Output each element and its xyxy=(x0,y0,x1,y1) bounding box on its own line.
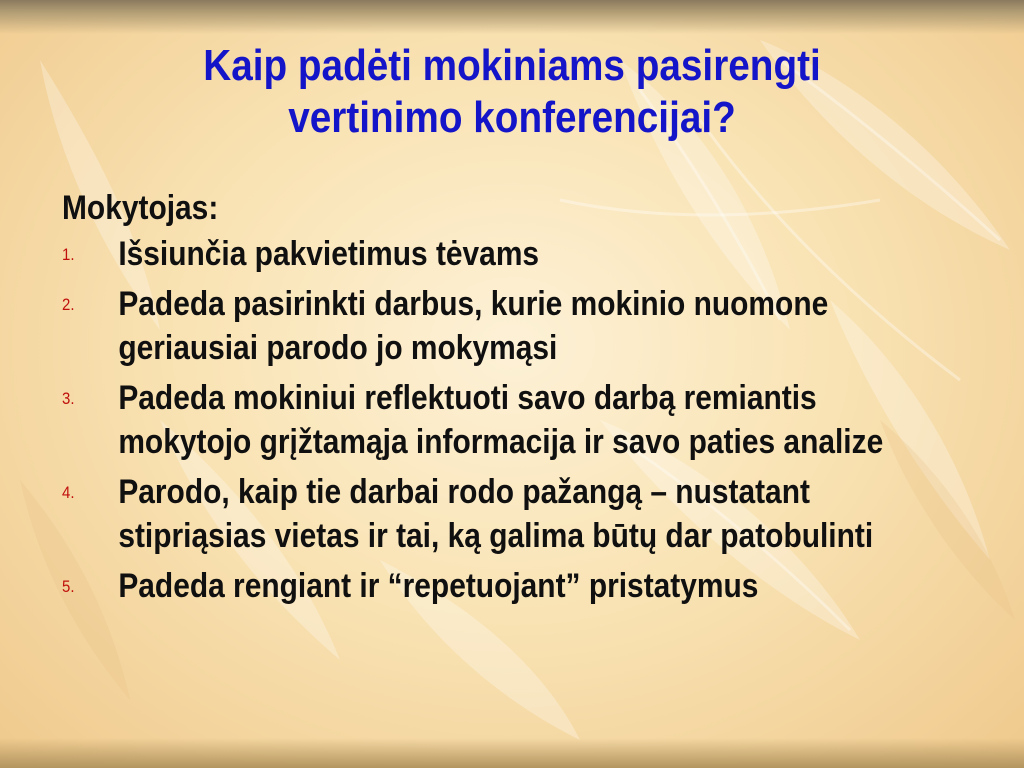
list-item xyxy=(62,470,889,558)
list-item-line: mokytojo grįžtamąja informacija ir savo paties analize xyxy=(118,423,884,461)
list-item-line: Parodo, kaip tie darbai rodo pažangą – nustatant xyxy=(118,473,810,511)
bottom-shadow-band xyxy=(0,738,1024,768)
list-item xyxy=(62,564,889,608)
list-item-line: Padeda rengiant ir “repetuojant” pristatymus xyxy=(118,567,759,605)
list-item xyxy=(62,376,889,464)
list-number: 1. xyxy=(62,245,75,264)
numbered-list xyxy=(62,232,889,608)
list-number: 5. xyxy=(62,577,75,596)
list-item xyxy=(62,232,889,276)
list-item-text xyxy=(118,282,889,370)
list-item-line: stipriąsias vietas ir tai, ką galima būtų dar patobulinti xyxy=(118,517,874,555)
list-item-line: Padeda pasirinkti darbus, kurie mokinio nuomone xyxy=(118,285,829,323)
list-item-text xyxy=(118,376,889,464)
list-item-line: geriausiai parodo jo mokymąsi xyxy=(118,329,558,367)
list-item-text xyxy=(118,564,889,608)
section-heading: Mokytojas: xyxy=(62,189,219,227)
list-item-line: Padeda mokiniui reflektuoti savo darbą remiantis xyxy=(118,379,817,417)
list-item-text xyxy=(118,470,889,558)
list-number: 2. xyxy=(62,295,75,314)
list-number: 4. xyxy=(62,483,75,502)
title-line-2: vertinimo konferencijai? xyxy=(288,93,736,142)
title-line-1: Kaip padėti mokiniams pasirengti xyxy=(203,41,821,90)
list-item-line: Išsiunčia pakvietimus tėvams xyxy=(118,235,540,273)
slide-body xyxy=(62,186,889,614)
list-number: 3. xyxy=(62,389,75,408)
slide-title xyxy=(132,40,892,144)
list-item xyxy=(62,282,889,370)
list-item-text xyxy=(118,232,889,276)
